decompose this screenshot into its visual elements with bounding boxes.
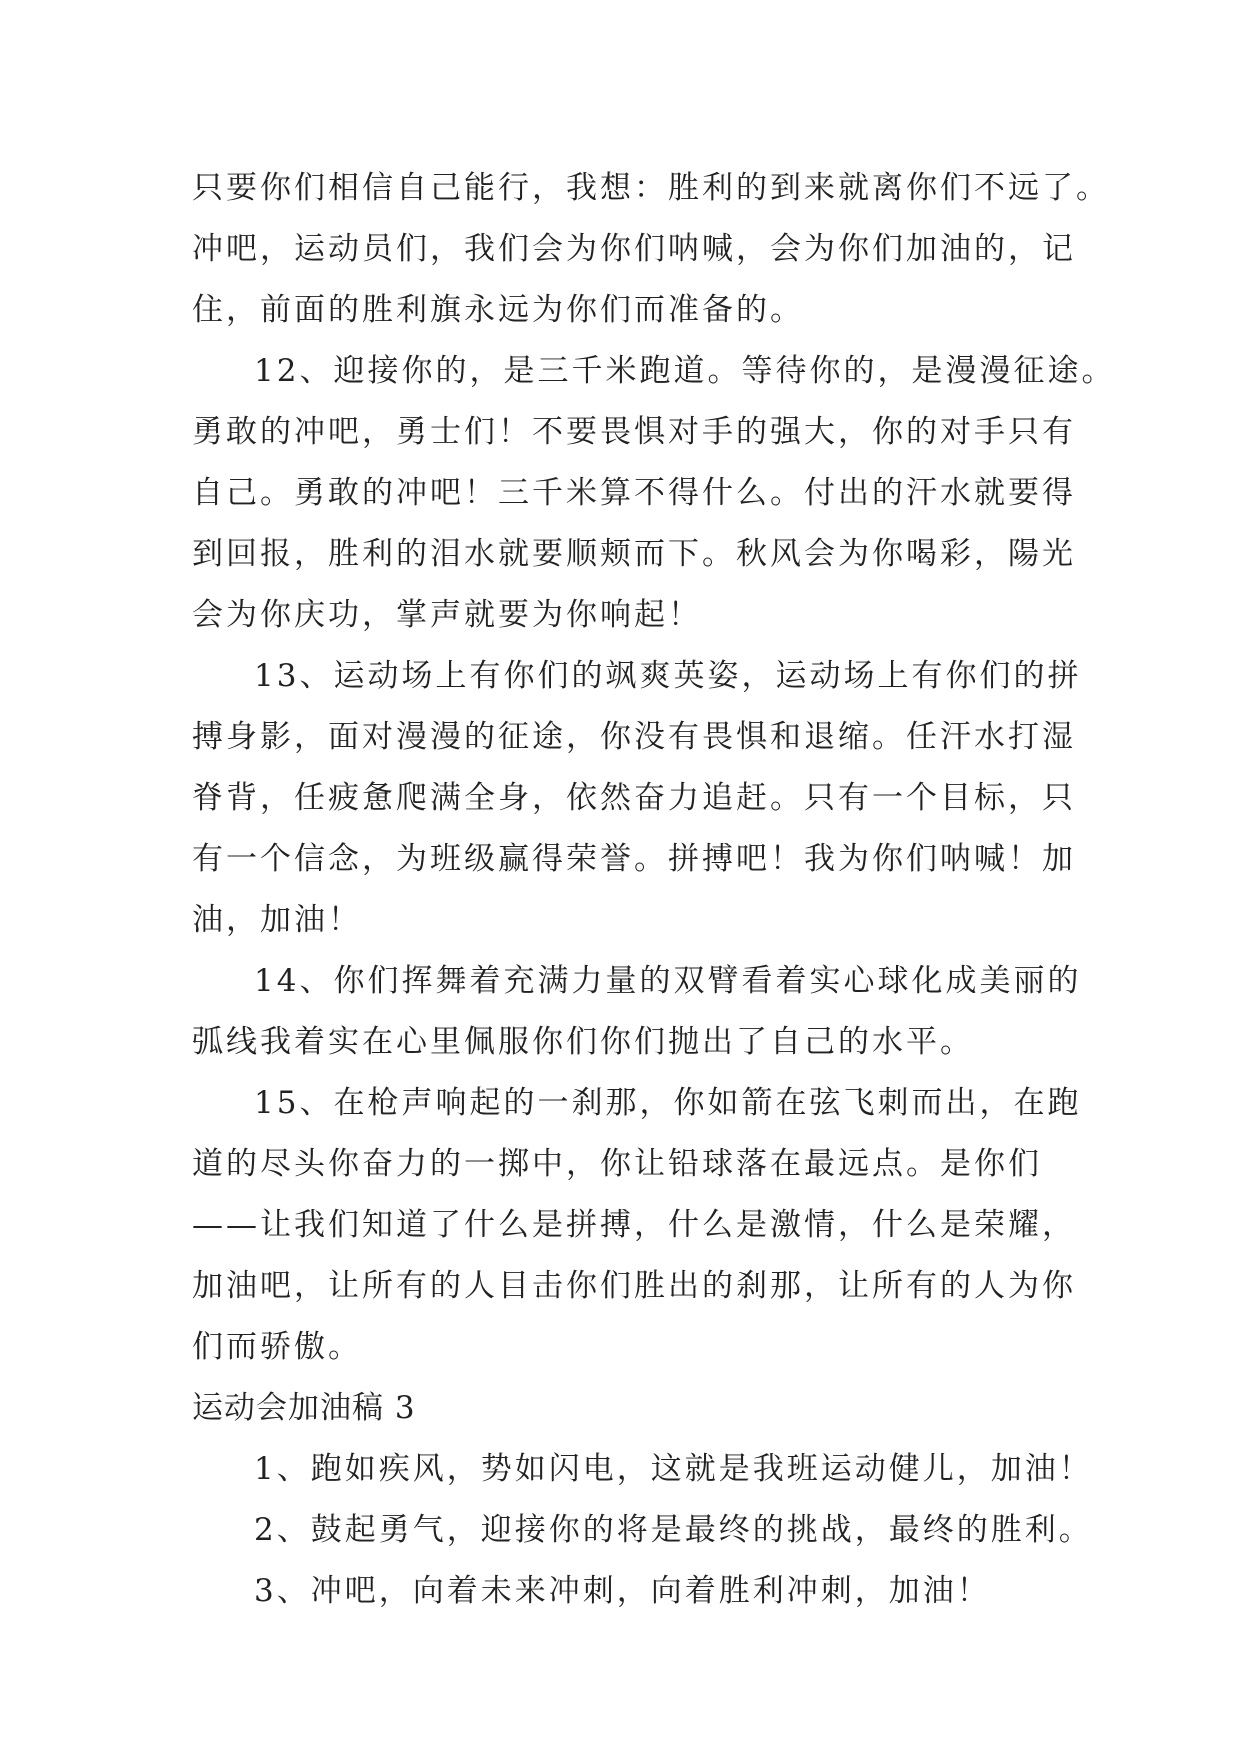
paragraph-start-14: 14、你们挥舞着充满力量的双臂看着实心球化成美丽的 bbox=[254, 963, 1082, 999]
section-heading: 运动会加油稿 3 bbox=[192, 1390, 416, 1426]
list-item-3: 3、冲吧，向着未来冲刺，向着胜利冲刺，加油！ bbox=[254, 1573, 991, 1609]
text-line: 们而骄傲。 bbox=[192, 1329, 362, 1365]
text-line: 道的尽头你奋力的一掷中，你让铅球落在最远点。是你们 bbox=[192, 1146, 1042, 1182]
text-line: 搏身影，面对漫漫的征途，你没有畏惧和退缩。任汗水打湿 bbox=[192, 719, 1076, 755]
text-line: 会为你庆功，掌声就要为你响起！ bbox=[192, 597, 702, 633]
text-line: 住，前面的胜利旗永远为你们而准备的。 bbox=[192, 292, 804, 328]
text-line: 冲吧，运动员们，我们会为你们呐喊，会为你们加油的，记 bbox=[192, 231, 1076, 267]
paragraph-start-13: 13、运动场上有你们的飒爽英姿，运动场上有你们的拼 bbox=[254, 658, 1082, 694]
text-line: ——让我们知道了什么是拼搏，什么是激情，什么是荣耀， bbox=[192, 1207, 1076, 1243]
list-item-1: 1、跑如疾风，势如闪电，这就是我班运动健儿，加油！ bbox=[254, 1451, 1093, 1487]
text-line: 有一个信念，为班级赢得荣誉。拼搏吧！我为你们呐喊！加 bbox=[192, 841, 1076, 877]
text-line: 加油吧，让所有的人目击你们胜出的刹那，让所有的人为你 bbox=[192, 1268, 1076, 1304]
text-line: 油，加油！ bbox=[192, 902, 362, 938]
text-line: 勇敢的冲吧，勇士们！不要畏惧对手的强大，你的对手只有 bbox=[192, 414, 1076, 450]
paragraph-start-15: 15、在枪声响起的一刹那，你如箭在弦飞刺而出，在跑 bbox=[254, 1085, 1082, 1121]
text-line: 自己。勇敢的冲吧！三千米算不得什么。付出的汗水就要得 bbox=[192, 475, 1076, 511]
paragraph-start-12: 12、迎接你的，是三千米跑道。等待你的，是漫漫征途。 bbox=[254, 353, 1116, 389]
text-line: 到回报，胜利的泪水就要顺颊而下。秋风会为你喝彩，陽光 bbox=[192, 536, 1076, 572]
list-item-2: 2、鼓起勇气，迎接你的将是最终的挑战，最终的胜利。 bbox=[254, 1512, 1093, 1548]
text-line: 脊背，任疲惫爬满全身，依然奋力追赶。只有一个目标，只 bbox=[192, 780, 1076, 816]
text-line: 弧线我着实在心里佩服你们你们抛出了自己的水平。 bbox=[192, 1024, 974, 1060]
text-line: 只要你们相信自己能行，我想：胜利的到来就离你们不远了。 bbox=[192, 170, 1110, 206]
document-body bbox=[192, 158, 1116, 1622]
